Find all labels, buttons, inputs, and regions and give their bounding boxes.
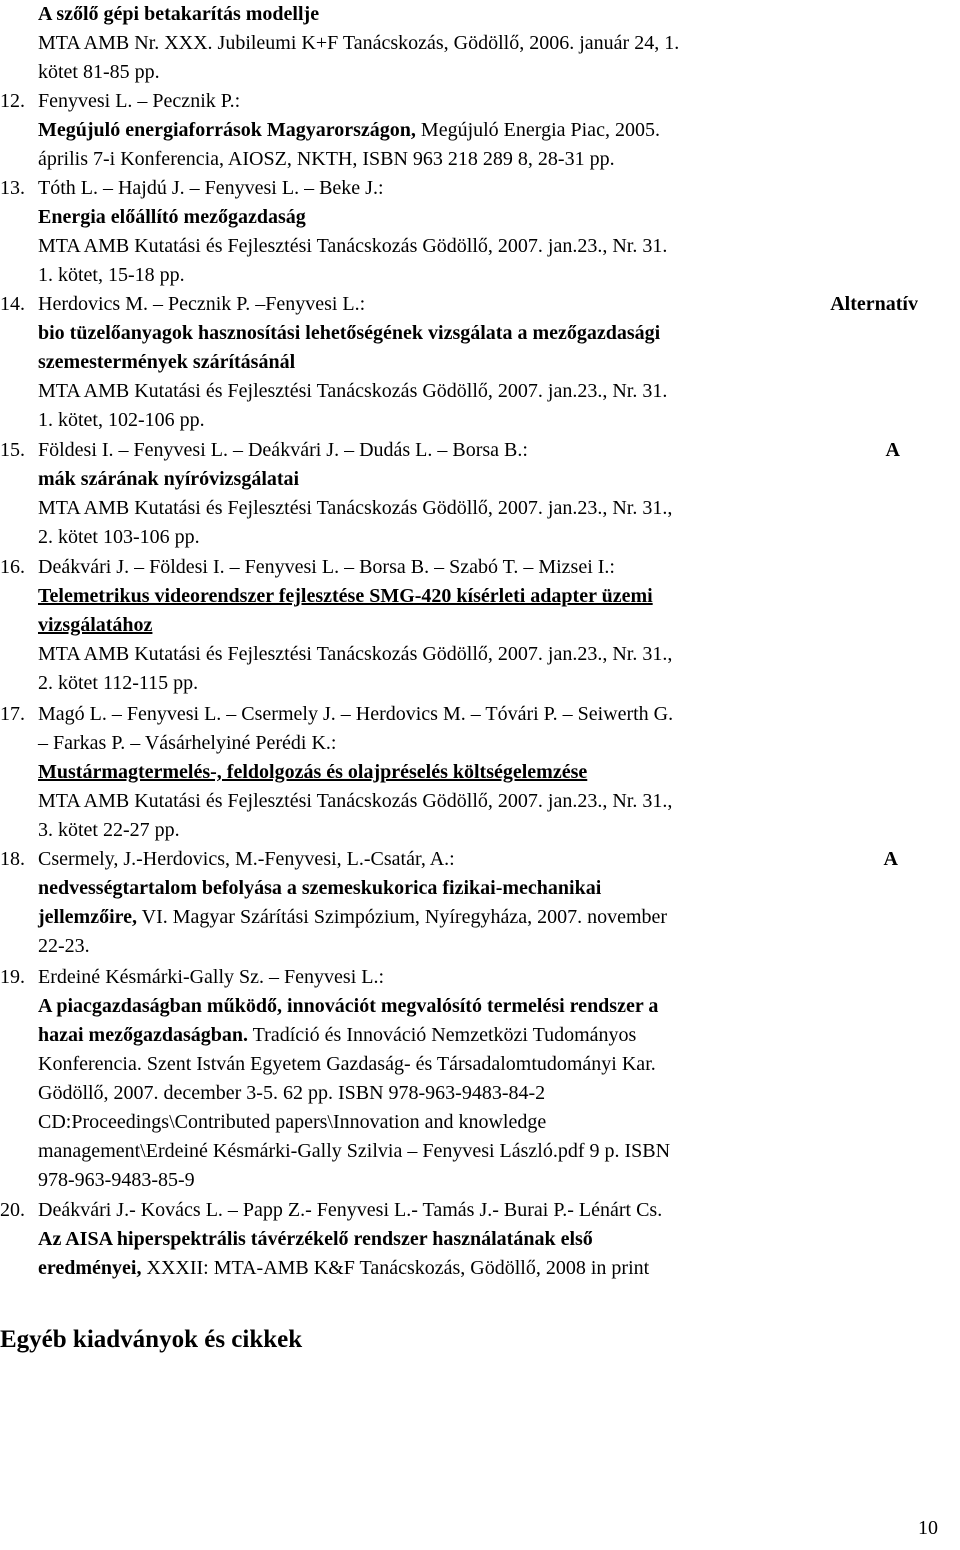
entry-title: Megújuló energiaforrások Magyarországon, <box>38 119 416 141</box>
entry-source: MTA AMB Kutatási és Fejlesztési Tanácskozás Gödöllő, 2007. jan.23., Nr. 31. <box>38 235 668 257</box>
entry-title: Energia előállító mezőgazdaság <box>38 206 306 228</box>
entry-source: MTA AMB Kutatási és Fejlesztési Tanácskozás Gödöllő, 2007. jan.23., Nr. 31., <box>38 497 673 519</box>
entry-pages: 1. kötet, 15-18 pp. <box>38 264 185 286</box>
entry-source: MTA AMB Kutatási és Fejlesztési Tanácskozás Gödöllő, 2007. jan.23., Nr. 31. <box>38 380 668 402</box>
entry-title-end: eredményei, <box>38 1257 142 1279</box>
entry-pages: 3. kötet 22-27 pp. <box>38 819 180 841</box>
entry-title: nedvességtartalom befolyása a szemeskukorica fizikai-mechanikai <box>38 877 602 899</box>
entry-dates: 22-23. <box>38 935 90 957</box>
reference-entry-18 <box>0 845 938 961</box>
reference-entry-17 <box>0 700 938 845</box>
page-number: 10 <box>918 1517 938 1539</box>
reference-entry-16 <box>0 553 938 698</box>
entry-authors: Csermely, J.-Herdovics, M.-Fenyvesi, L.-Csatár, A.: <box>38 848 455 870</box>
entry-source: VI. Magyar Szárítási Szimpózium, Nyíregyháza, 2007. november <box>137 906 668 928</box>
entry-authors: Deákvári J.- Kovács L. – Papp Z.- Fenyvesi L.- Tamás J.- Burai P.- Lénárt Cs. <box>38 1199 663 1221</box>
entry-title: Az AISA hiperspektrális távérzékelő rendszer használatának első <box>38 1228 593 1250</box>
entry-number: 18. <box>0 848 25 870</box>
entry-title-cont: szemestermények szárításánál <box>38 351 296 373</box>
entry-source: MTA AMB Kutatási és Fejlesztési Tanácskozás Gödöllő, 2007. jan.23., Nr. 31., <box>38 790 673 812</box>
entry-title-end: jellemzőire, <box>38 906 138 928</box>
entry-number: 13. <box>0 177 25 199</box>
reference-entry-15 <box>0 436 938 552</box>
entry-authors: Herdovics M. – Pecznik P. –Fenyvesi L.: <box>38 293 366 315</box>
entry-source: április 7-i Konferencia, AIOSZ, NKTH, ISBN 963 218 289 8, 28-31 pp. <box>38 148 615 170</box>
entry-source-line: CD:Proceedings\Contributed papers\Innovation and knowledge <box>38 1111 547 1133</box>
reference-entry-13 <box>0 174 938 290</box>
entry-source-line: Gödöllő, 2007. december 3-5. 62 pp. ISBN 978-963-9483-84-2 <box>38 1082 546 1104</box>
entry-source-line: 978-963-9483-85-9 <box>38 1169 195 1191</box>
entry-authors-cont: – Farkas P. – Vásárhelyiné Perédi K.: <box>38 732 337 754</box>
entry-title-start: A <box>883 848 898 870</box>
entry-title-rest: Megújuló Energia Piac, 2005. <box>415 119 660 141</box>
reference-entry-14 <box>0 290 938 435</box>
prev-entry-source: MTA AMB Nr. XXX. Jubileumi K+F Tanácskozás, Gödöllő, 2006. január 24, 1. <box>38 32 680 54</box>
prev-entry-continuation <box>38 0 938 87</box>
entry-number: 14. <box>0 293 25 315</box>
entry-source: Tradíció és Innováció Nemzetközi Tudományos <box>248 1024 637 1046</box>
entry-source: XXXII: MTA-AMB K&F Tanácskozás, Gödöllő, 2008 in print <box>141 1257 650 1279</box>
entry-title: mák szárának nyíróvizsgálatai <box>38 468 300 490</box>
entry-source: MTA AMB Kutatási és Fejlesztési Tanácskozás Gödöllő, 2007. jan.23., Nr. 31., <box>38 643 673 665</box>
entry-source-line: management\Erdeiné Késmárki-Gally Szilvia – Fenyvesi László.pdf 9 p. ISBN <box>38 1140 671 1162</box>
reference-entry-20 <box>0 1196 938 1283</box>
entry-authors: Deákvári J. – Földesi I. – Fenyvesi L. – Borsa B. – Szabó T. – Mizsei I.: <box>38 556 615 578</box>
entry-number: 12. <box>0 90 25 112</box>
entry-pages: 1. kötet, 102-106 pp. <box>38 409 205 431</box>
entry-title-start: Alternatív <box>830 293 918 315</box>
prev-entry-title: A szőlő gépi betakarítás modellje <box>38 3 320 25</box>
reference-entry-12 <box>0 87 938 174</box>
entry-title: bio tüzelőanyagok hasznosítási lehetőségének vizsgálata a mezőgazdasági <box>38 322 661 344</box>
entry-number: 17. <box>0 703 25 725</box>
entry-number: 16. <box>0 556 25 578</box>
entry-source-line: Konferencia. Szent István Egyetem Gazdaság- és Társadalomtudományi Kar. <box>38 1053 656 1075</box>
entry-number: 19. <box>0 966 25 988</box>
entry-pages: 2. kötet 103-106 pp. <box>38 526 200 548</box>
entry-title: A piacgazdaságban működő, innovációt megvalósító termelési rendszer a <box>38 995 659 1017</box>
entry-authors: Erdeiné Késmárki-Gally Sz. – Fenyvesi L.: <box>38 966 385 988</box>
entry-number: 20. <box>0 1199 25 1221</box>
entry-authors: Fenyvesi L. – Pecznik P.: <box>38 90 241 112</box>
entry-title-start: A <box>885 439 900 461</box>
entry-title-end: hazai mezőgazdaságban. <box>38 1024 248 1046</box>
entry-title-cont: vizsgálatához <box>38 614 153 636</box>
reference-entry-19 <box>0 963 938 1195</box>
entry-pages: 2. kötet 112-115 pp. <box>38 672 199 694</box>
entry-authors: Tóth L. – Hajdú J. – Fenyvesi L. – Beke J.: <box>38 177 384 199</box>
prev-entry-pages: kötet 81-85 pp. <box>38 61 160 83</box>
entry-authors: Magó L. – Fenyvesi L. – Csermely J. – Herdovics M. – Tóvári P. – Seiwerth G. <box>38 703 674 725</box>
section-heading: Egyéb kiadványok és cikkek <box>0 1326 303 1353</box>
entry-number: 15. <box>0 439 25 461</box>
entry-title: Mustármagtermelés-, feldolgozás és olajpréselés költségelemzése <box>38 761 588 783</box>
entry-title: Telemetrikus videorendszer fejlesztése SMG-420 kísérleti adapter üzemi <box>38 585 653 607</box>
entry-authors: Földesi I. – Fenyvesi L. – Deákvári J. – Dudás L. – Borsa B.: <box>38 439 528 461</box>
